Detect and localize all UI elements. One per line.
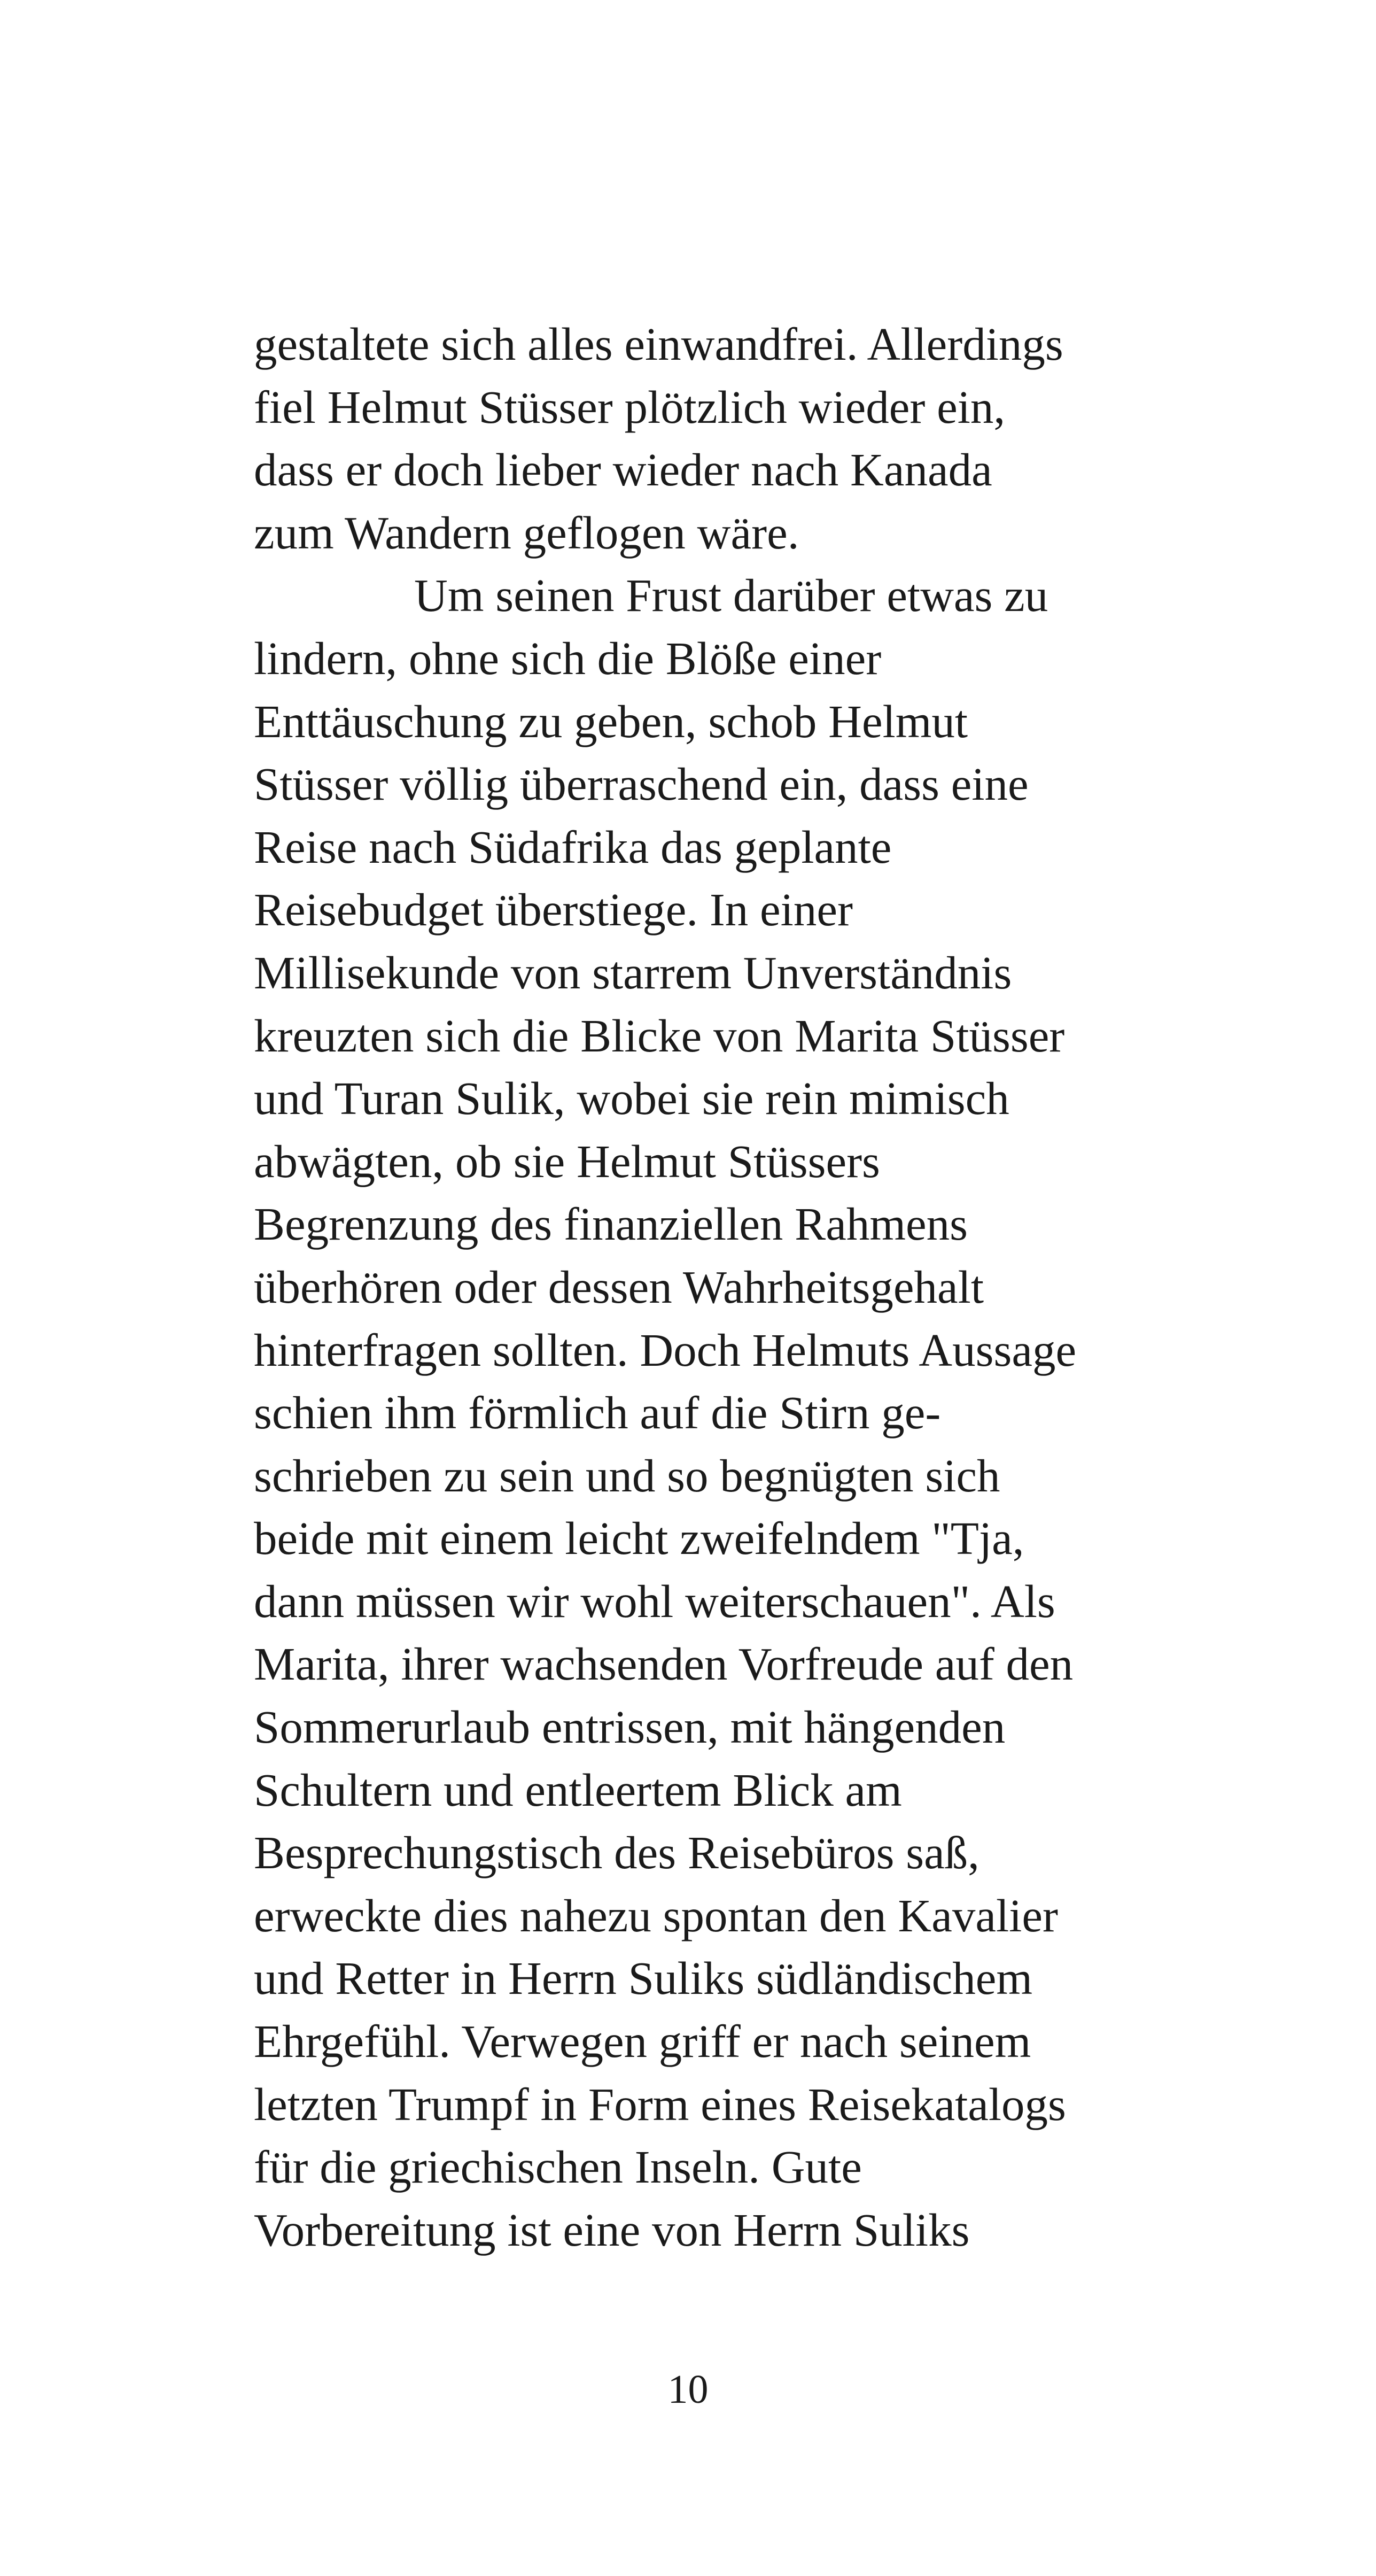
text-line: erweckte dies nahezu spontan den Kavalier xyxy=(254,1889,1058,1941)
text-line: Marita, ihrer wachsenden Vorfreude auf den xyxy=(254,1638,1074,1690)
text-line: und Turan Sulik, wobei sie rein mimisch xyxy=(254,1072,1009,1125)
text-line: gestaltete sich alles einwandfrei. Allerdings xyxy=(254,318,1063,370)
text-line: Besprechungstisch des Reisebüros saß, xyxy=(254,1827,979,1879)
text-line: zum Wandern geflogen wäre. xyxy=(254,506,799,559)
paragraph-start-line: Um seinen Frust darüber etwas zu xyxy=(414,569,1048,622)
text-line: letzten Trumpf in Form eines Reisekatalogs xyxy=(254,2078,1066,2130)
text-line: fiel Helmut Stüsser plötzlich wieder ein, xyxy=(254,381,1006,433)
text-line: lindern, ohne sich die Blöße einer xyxy=(254,632,882,684)
text-line: Vorbereitung ist eine von Herrn Suliks xyxy=(254,2203,970,2256)
body-text xyxy=(254,313,1162,2261)
text-line: Schultern und entleertem Blick am xyxy=(254,1763,902,1816)
text-line: überhören oder dessen Wahrheitsgehalt xyxy=(254,1260,984,1313)
text-line: Stüsser völlig überraschend ein, dass eine xyxy=(254,758,1029,810)
text-line: Ehrgefühl. Verwegen griff er nach seinem xyxy=(254,2015,1031,2068)
text-line: abwägten, ob sie Helmut Stüssers xyxy=(254,1135,880,1187)
text-line: und Retter in Herrn Suliks südländischem xyxy=(254,1952,1033,2005)
text-line: dass er doch lieber wieder nach Kanada xyxy=(254,444,992,496)
text-line: Begrenzung des finanziellen Rahmens xyxy=(254,1198,968,1250)
text-line: Enttäuschung zu geben, schob Helmut xyxy=(254,695,968,747)
text-line: schrieben zu sein und so begnügten sich xyxy=(254,1449,1000,1502)
text-line: schien ihm förmlich auf die Stirn ge- xyxy=(254,1387,941,1439)
text-line: Reise nach Südafrika das geplante xyxy=(254,821,892,873)
text-line: Millisekunde von starrem Unverständnis xyxy=(254,946,1012,999)
text-line: kreuzten sich die Blicke von Marita Stüsser xyxy=(254,1009,1065,1062)
text-line: hinterfragen sollten. Doch Helmuts Aussage xyxy=(254,1324,1077,1376)
text-line: Reisebudget überstiege. In einer xyxy=(254,884,853,936)
page-number: 10 xyxy=(667,2367,709,2412)
text-line: für die griechischen Inseln. Gute xyxy=(254,2141,862,2193)
text-line: Sommerurlaub entrissen, mit hängenden xyxy=(254,1701,1006,1753)
text-line: beide mit einem leicht zweifelndem "Tja, xyxy=(254,1512,1024,1565)
text-line: dann müssen wir wohl weiterschauen". Als xyxy=(254,1575,1055,1627)
